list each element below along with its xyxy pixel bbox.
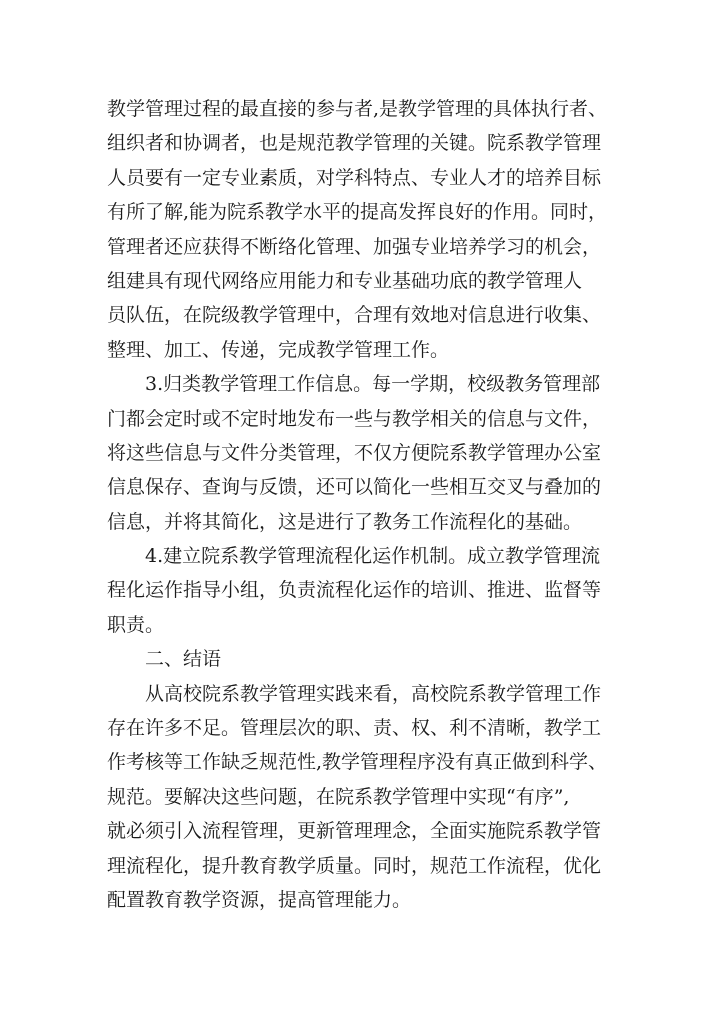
text-line: 作考核等工作缺乏规范性,教学管理程序没有真正做到科学、 — [107, 751, 608, 774]
text-line: 有所了解,能为院系教学水平的提高发挥良好的作用。同时， — [107, 201, 608, 224]
text-line: 4.建立院系教学管理流程化运作机制。成立教学管理流 — [145, 545, 601, 568]
text-line: 从高校院系教学管理实践来看，高校院系教学管理工作 — [145, 682, 602, 705]
text-line: 配置教育教学资源，提高管理能力。 — [107, 888, 412, 911]
paragraph-conclusion — [107, 677, 637, 918]
text-line: 职责。 — [107, 613, 165, 636]
text-line: 教学管理过程的最直接的参与者,是教学管理的具体执行者、 — [107, 98, 608, 120]
text-line: 程化运作指导小组，负责流程化运作的培训、推进、监督等 — [107, 579, 602, 602]
text-line: 组建具有现代网络应用能力和专业基础功底的教学管理人 — [107, 269, 583, 292]
text-line: 理流程化，提升教育教学质量。同时，规范工作流程，优化 — [107, 854, 602, 877]
text-line: 整理、加工、传递，完成教学管理工作。 — [107, 338, 450, 361]
paragraph-item-3 — [107, 367, 637, 539]
text-line: 3.归类教学管理工作信息。每一学期，校级教务管理部 — [145, 373, 601, 396]
section-heading-conclusion — [107, 642, 637, 676]
text-line: 信息，并将其简化，这是进行了教务工作流程化的基础。 — [107, 510, 583, 533]
text-line: 人员要有一定专业素质，对学科特点、专业人才的培养目标 — [107, 166, 602, 189]
text-line: 组织者和协调者，也是规范教学管理的关键。院系教学管理 — [107, 132, 602, 155]
paragraph-continuation — [107, 92, 637, 367]
text-line: 存在许多不足。管理层次的职、责、权、利不清晰，教学工 — [107, 717, 602, 740]
text-line: 门都会定时或不定时地发布一些与教学相关的信息与文件， — [107, 407, 602, 430]
section-heading: 二、结语 — [145, 648, 222, 671]
text-line: 管理者还应获得不断络化管理、加强专业培养学习的机会， — [107, 235, 602, 258]
text-line: 就必须引入流程管理，更新管理理念，全面实施院系教学管 — [107, 820, 602, 843]
text-line: 将这些信息与文件分类管理，不仅方便院系教学管理办公室 — [107, 441, 602, 464]
text-line: 员队伍，在院级教学管理中，合理有效地对信息进行收集、 — [107, 304, 602, 327]
document-body — [107, 92, 637, 917]
paragraph-item-4 — [107, 539, 637, 642]
text-line: 信息保存、查询与反馈，还可以简化一些相互交叉与叠加的 — [107, 476, 602, 499]
text-line: 规范。要解决这些问题，在院系教学管理中实现“有序”, — [107, 785, 570, 808]
